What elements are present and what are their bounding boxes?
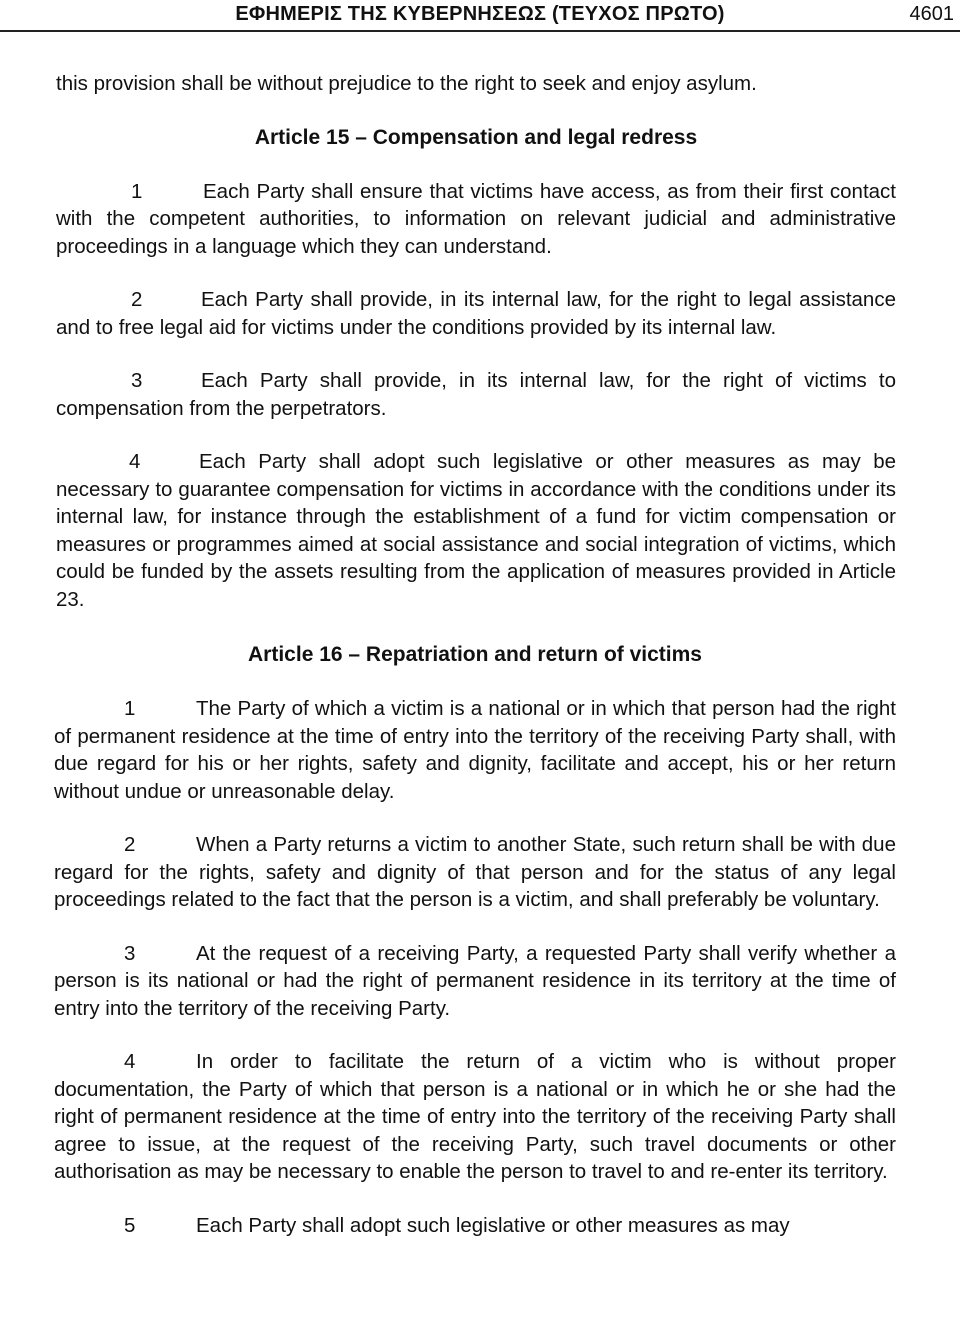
- article-16-paragraph-3: [54, 940, 896, 1023]
- gazette-title: ΕΦΗΜΕΡΙΣ ΤΗΣ ΚΥΒΕΡΝΗΣΕΩΣ (ΤΕΥΧΟΣ ΠΡΩΤΟ): [235, 3, 725, 25]
- document-body: [56, 70, 896, 1239]
- article-16-heading: Article 16 – Repatriation and return of victims: [248, 643, 702, 666]
- paragraph-number: 2: [131, 288, 143, 311]
- paragraph-number: 5: [124, 1213, 136, 1237]
- page-number: 4601: [909, 3, 954, 25]
- page-header: [0, 0, 960, 32]
- paragraph-text: Each Party shall provide, in its internal law, for the right to legal assistance and to free legal aid for victims under the conditions provided by its internal law.: [56, 288, 896, 339]
- paragraph-text: In order to facilitate the return of a victim who is without proper documentation, the Party of which that person is a national or in which he or she had the right of permanent residence at the time of entry into the territory of the receiving Party shall agree to issue, at the request of the receiving Party, such travel documents or other authorisation as may be necessary to enable the person to travel to and re-enter its territory.: [54, 1050, 896, 1183]
- article-15-heading: Article 15 – Compensation and legal redress: [254, 125, 698, 149]
- paragraph-text: Each Party shall provide, in its internal law, for the right of victims to compensation from the perpetrators.: [56, 369, 896, 420]
- paragraph-text: When a Party returns a victim to another State, such return shall be with due regard for the rights, safety and dignity of that person and for the status of any legal proceedings related to the fact that the person is a victim, and shall preferably be voluntary.: [54, 833, 896, 911]
- paragraph-text: At the request of a receiving Party, a requested Party shall verify whether a person is its national or had the right of permanent residence in its territory at the time of entry into the territory of the receiving Party.: [54, 941, 896, 1020]
- article-15: [56, 124, 896, 614]
- paragraph-number: 4: [124, 1050, 136, 1073]
- paragraph-number: 3: [131, 369, 143, 392]
- paragraph-number: 2: [124, 833, 136, 856]
- paragraph-number: 1: [131, 179, 143, 203]
- article-15-paragraph-2: [56, 286, 896, 341]
- article-15-paragraph-3: [56, 367, 896, 422]
- article-16: [54, 641, 896, 1239]
- paragraph-number: 4: [129, 450, 141, 473]
- paragraph-text: The Party of which a victim is a national or in which that person had the right of permanent residence at the time of entry into the territory of the receiving Party shall, with due regard for his or her rights, safety and dignity, facilitate and accept, his or her return without undue or unreasonable delay.: [54, 697, 896, 803]
- paragraph-text: Each Party shall adopt such legislative or other measures as may: [196, 1213, 790, 1237]
- paragraph-number: 1: [124, 697, 136, 720]
- paragraph-number: 3: [124, 941, 136, 965]
- article-15-paragraph-1: [56, 178, 896, 261]
- article-16-paragraph-1: [54, 695, 896, 805]
- article-16-paragraph-2: [54, 831, 896, 914]
- paragraph-text: Each Party shall adopt such legislative or other measures as may be necessary to guarantee compensation for victims in accordance with the conditions under its internal law, for instance through the establishment of a fund for victim compensation or measures or programmes aimed at social assistance and social integration of victims, which could be funded by the assets resulting from the application of measures provided in Article 23.: [56, 450, 896, 611]
- continuation-text: this provision shall be without prejudice to the right to seek and enjoy asylum.: [56, 72, 757, 95]
- article-15-paragraph-4: [56, 448, 896, 613]
- article-16-paragraph-5: [54, 1212, 896, 1240]
- article-16-paragraph-4: [54, 1048, 896, 1186]
- paragraph-text: Each Party shall ensure that victims have access, as from their first contact with the competent authorities, to information on relevant judicial and administrative proceedings in a language which they can understand.: [56, 179, 896, 258]
